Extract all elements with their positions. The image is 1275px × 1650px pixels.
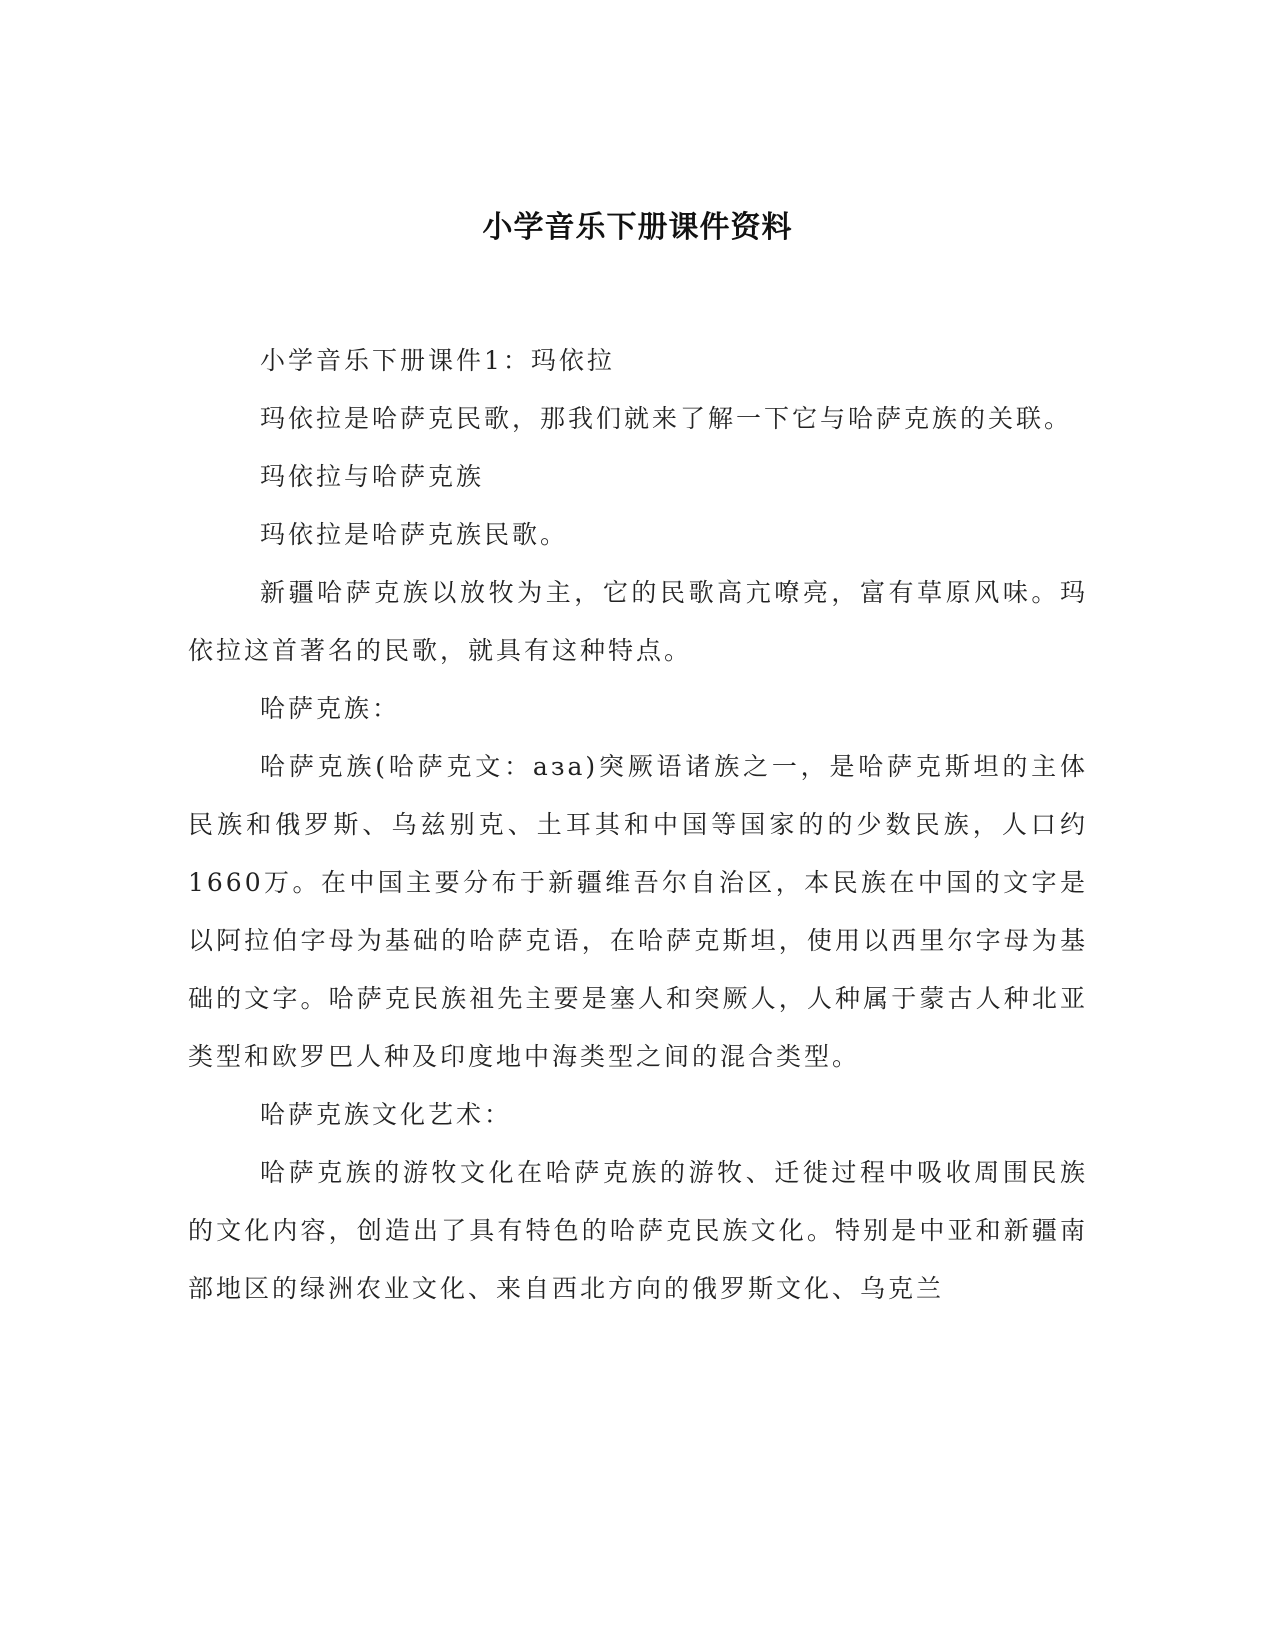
paragraph-folk-song: 玛依拉是哈萨克族民歌。: [260, 520, 569, 549]
paragraph-subheading-kazakh: 哈萨克族：: [260, 694, 401, 723]
paragraph-subheading-maiyila: 玛依拉与哈萨克族: [260, 462, 485, 491]
paragraph-xinjiang: 新疆哈萨克族以放牧为主，它的民歌高亢嘹亮，富有草原风味。玛依拉这首著名的民歌，就具有这种特点。: [188, 578, 1088, 665]
paragraph-intro: 玛依拉是哈萨克民歌，那我们就来了解一下它与哈萨克族的关联。: [260, 404, 1073, 433]
paragraph-subheading-culture: 哈萨克族文化艺术：: [260, 1100, 513, 1129]
document-body: [188, 332, 1088, 1318]
paragraph-kazakh-description: 哈萨克族(哈萨克文：аза)突厥语诸族之一，是哈萨克斯坦的主体民族和俄罗斯、乌兹别克、土耳其和中国等国家的的少数民族，人口约1660万。在中国主要分布于新疆维吾尔自治区，本民族在中国的文字是以阿拉伯字母为基础的哈萨克语，在哈萨克斯坦，使用以西里尔字母为基础的文字。哈萨克民族祖先主要是塞人和突厥人，人种属于蒙古人种北亚类型和欧罗巴人种及印度地中海类型之间的混合类型。: [188, 752, 1088, 1071]
paragraph-lesson-heading: 小学音乐下册课件1：玛依拉: [260, 346, 615, 375]
document-title: 小学音乐下册课件资料: [482, 210, 793, 245]
paragraph-culture-description: 哈萨克族的游牧文化在哈萨克族的游牧、迁徙过程中吸收周围民族的文化内容，创造出了具有特色的哈萨克民族文化。特别是中亚和新疆南部地区的绿洲农业文化、来自西北方向的俄罗斯文化、乌克兰: [188, 1158, 1088, 1303]
